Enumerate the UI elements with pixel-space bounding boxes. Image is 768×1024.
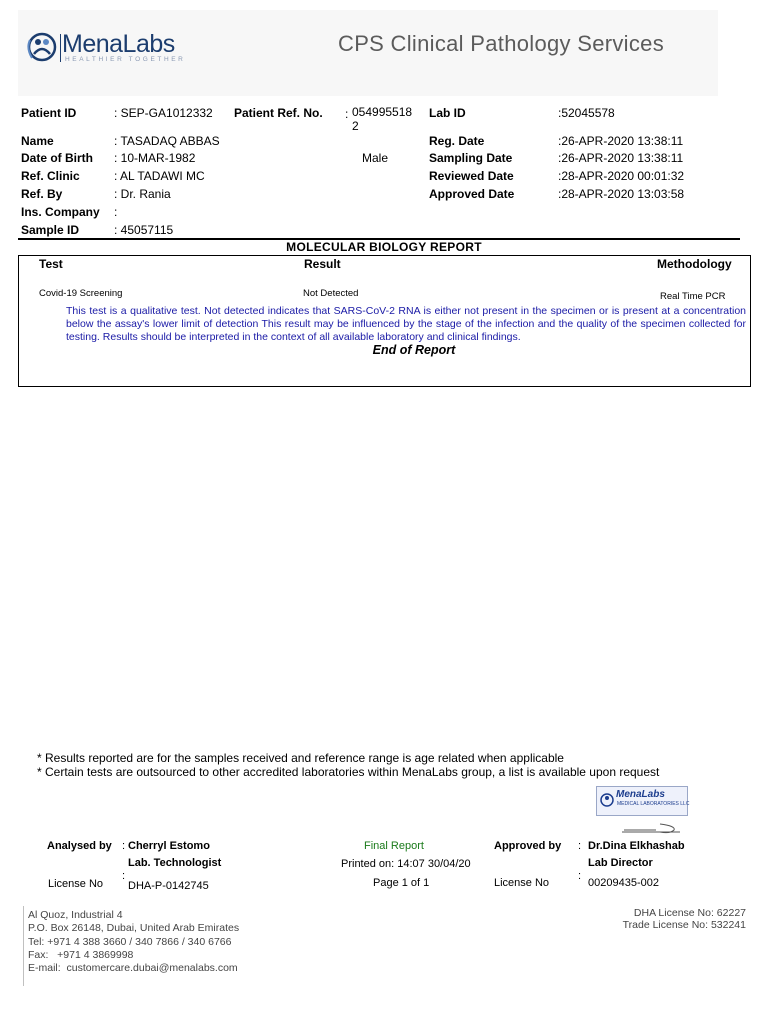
- analysed-license-value: DHA-P-0142745: [128, 880, 209, 892]
- printed-on: Printed on: 14:07 30/04/20: [341, 858, 471, 870]
- column-header-test: Test: [39, 257, 63, 271]
- footnote-1: * Results reported are for the samples received and reference range is age related when applicable: [37, 751, 564, 765]
- dob-value: : 10-MAR-1982: [114, 151, 196, 165]
- analysed-by-name: Cherryl Estomo: [128, 840, 210, 852]
- logo-tagline: HEALTHIER TOGETHER: [65, 56, 186, 63]
- approved-license-label: License No: [494, 877, 550, 889]
- end-of-report: End of Report: [372, 343, 456, 357]
- sampling-date-value: :26-APR-2020 13:38:11: [558, 151, 684, 165]
- reg-date-label: Reg. Date: [429, 134, 485, 148]
- patient-ref-value-line1: 054995518: [352, 105, 413, 119]
- ref-by-value: : Dr. Rania: [114, 187, 171, 201]
- stamp-logo-icon: [600, 790, 614, 810]
- address-line-2: P.O. Box 26148, Dubai, United Arab Emirates: [28, 922, 240, 935]
- name-label: Name: [21, 134, 54, 148]
- address-email[interactable]: E-mail: customercare.dubai@menalabs.com: [28, 962, 238, 975]
- menalabs-logo-icon: [26, 30, 58, 64]
- report-status: Final Report: [364, 840, 424, 852]
- approved-license-colon: :: [578, 870, 582, 882]
- address-line-1: Al Quoz, Industrial 4: [28, 909, 123, 921]
- sampling-date-label: Sampling Date: [429, 151, 513, 165]
- page-number: Page 1 of 1: [373, 877, 430, 889]
- address-phone: Tel: +971 4 388 3660 / 340 7866 / 340 6766: [28, 935, 232, 948]
- approved-license-value: 00209435-002: [588, 877, 659, 889]
- approved-by-label: Approved by: [494, 840, 562, 852]
- patient-ref-colon: :: [345, 107, 349, 121]
- approved-by-name: Dr.Dina Elkhashab: [588, 840, 685, 852]
- analysed-by-label: Analysed by: [47, 840, 112, 852]
- interpretation-note: This test is a qualitative test. Not detected indicates that SARS-CoV-2 RNA is either not present in the specimen or is present at a concentration below the assay's lower limit of detection This result may be influenced by the stage of the infection and the quality of the specimen collected for testing. Results should be interpreted in the context of all available laboratory and clinical findings.: [66, 305, 746, 343]
- lab-id-value: :52045578: [558, 106, 615, 120]
- ref-clinic-value: : AL TADAWI MC: [114, 169, 205, 183]
- patient-id-value: : SEP-GA1012332: [114, 106, 213, 120]
- address-fax: Fax: +971 4 3869998: [28, 948, 134, 961]
- address-divider: [23, 906, 24, 986]
- row-methodology: Real Time PCR: [660, 291, 726, 302]
- analysed-by-colon: :: [122, 840, 126, 852]
- sample-id-label: Sample ID: [21, 223, 80, 237]
- approved-date-label: Approved Date: [429, 187, 515, 201]
- gender-value: Male: [362, 151, 389, 165]
- dha-license: DHA License No: 62227: [633, 907, 746, 919]
- approved-by-colon: :: [578, 840, 582, 852]
- address-block: [28, 909, 239, 975]
- license-block: [623, 907, 746, 931]
- logo-divider: [60, 34, 61, 62]
- ref-clinic-label: Ref. Clinic: [21, 169, 80, 183]
- reviewed-date-value: :28-APR-2020 00:01:32: [558, 169, 685, 183]
- stamp-subtext: MEDICAL LABORATORIES LLC: [617, 801, 690, 807]
- lab-id-label: Lab ID: [429, 106, 466, 120]
- row-result: Not Detected: [303, 288, 359, 299]
- logo-text: MenaLabs: [62, 30, 175, 58]
- name-value: : TASADAQ ABBAS: [114, 134, 220, 148]
- patient-ref-label: Patient Ref. No.: [234, 106, 323, 120]
- trade-license: Trade License No: 532241: [622, 919, 746, 931]
- ref-by-label: Ref. By: [21, 187, 63, 201]
- dob-label: Date of Birth: [21, 151, 93, 165]
- stamp-text: MenaLabs: [616, 789, 665, 800]
- reviewed-date-label: Reviewed Date: [429, 169, 514, 183]
- ins-company-value: :: [114, 205, 118, 219]
- analysed-license-colon: :: [122, 870, 126, 882]
- reg-date-value: :26-APR-2020 13:38:11: [558, 134, 684, 148]
- column-header-methodology: Methodology: [657, 257, 732, 271]
- row-test-name: Covid-19 Screening: [39, 288, 123, 299]
- approved-date-value: :28-APR-2020 13:03:58: [558, 187, 685, 201]
- footnote-2: * Certain tests are outsourced to other accredited laboratories within MenaLabs group, a list is available upon request: [37, 765, 660, 779]
- patient-ref-value-line2: 2: [352, 119, 359, 133]
- approved-by-title: Lab Director: [588, 857, 653, 869]
- analysed-license-label: License No: [48, 878, 104, 890]
- column-header-result: Result: [304, 257, 341, 271]
- report-title: MOLECULAR BIOLOGY REPORT: [286, 240, 482, 254]
- ins-company-label: Ins. Company: [21, 205, 100, 219]
- patient-id-label: Patient ID: [21, 106, 77, 120]
- sample-id-value: : 45057115: [114, 223, 174, 237]
- analysed-by-title: Lab. Technologist: [128, 857, 222, 869]
- signature-icon: [620, 820, 690, 836]
- lab-name: CPS Clinical Pathology Services: [338, 31, 664, 56]
